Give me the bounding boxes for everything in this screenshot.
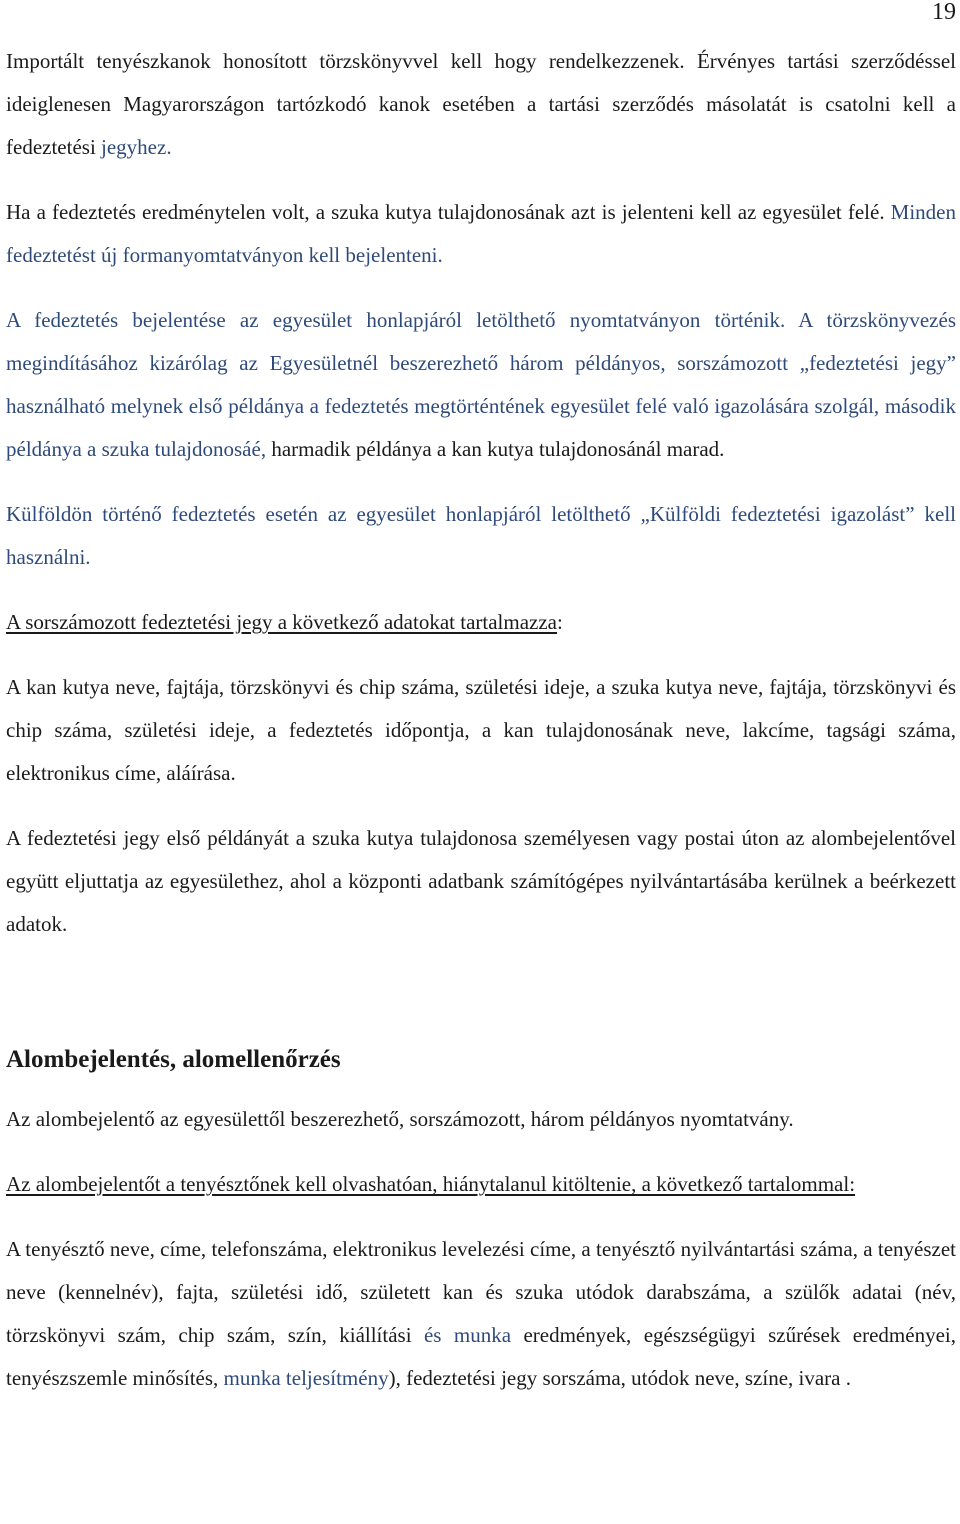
paragraph-text: : (557, 610, 563, 634)
paragraph-litter-form-heading (6, 1163, 956, 1206)
paragraph-mating-ticket-contents (6, 666, 956, 795)
paragraph-text: A kan kutya neve, fajtája, törzskönyvi és chip száma, születési ideje, a szuka kutya neve, fajtája, törzskönyvi és chip száma, születési ideje, a fedeztetés időpontja, a kan tulajdonosának neve, lakcíme, tagsági száma, elektronikus címe, aláírása. (6, 675, 956, 785)
paragraph-text-highlight: jegyhez. (101, 135, 172, 159)
paragraph-text-highlight: Külföldön történő fedeztetés esetén az egyesület honlapjáról letölthető „Külföldi fedeztetési igazolást” kell használni. (6, 502, 956, 569)
paragraph-mating-ticket-heading (6, 601, 956, 644)
paragraph-text: Ha a fedeztetés eredménytelen volt, a szuka kutya tulajdonosának azt is jelenteni kell az egyesület felé. (6, 200, 885, 224)
paragraph-litter-form-contents (6, 1228, 956, 1400)
paragraph-text-highlight: A fedeztetés bejelentése az egyesület honlapjáról letölthető nyomtatványon történik. A törzskönyvezés megindításához kizárólag az Egyesületnél beszerezhető három példányos, sorszámozott „fedeztetési jegy” használható melynek első példánya a fedeztetés megtörténtének egyesület felé való igazolására szolgál, második példánya a szuka tulajdonosáé, (6, 308, 956, 461)
paragraph-imported-studs (6, 40, 956, 169)
underlined-text: A sorszámozott fedeztetési jegy a következő adatokat tartalmazza (6, 610, 557, 634)
paragraph-litter-form (6, 1098, 956, 1141)
underlined-text: Az alombejelentőt a tenyésztőnek kell olvashatóan, hiánytalanul kitöltenie, a következő tartalommal: (6, 1172, 856, 1196)
paragraph-foreign-mating (6, 493, 956, 579)
paragraph-text: A fedeztetési jegy első példányát a szuka kutya tulajdonosa személyesen vagy postai úton az alombejelentővel együtt eljuttatja az egyesülethez, ahol a központi adatbank számítógépes nyilvántartásába kerülnek a beérkezett adatok. (6, 826, 956, 936)
paragraph-unsuccessful-mating (6, 191, 956, 277)
paragraph-ticket-submission (6, 817, 956, 946)
paragraph-text-highlight: Minden fedeztetést új formanyomtatványon kell bejelenteni. (6, 200, 957, 267)
paragraph-text: eredmények, egészségügyi szűrések eredményei, tenyészszemle minősítés, (6, 1323, 956, 1390)
section-heading: Alombejelentés, alomellenőrzés (6, 1046, 341, 1073)
paragraph-text: harmadik példánya a kan kutya tulajdonosánál marad. (266, 437, 725, 461)
paragraph-text: ), fedeztetési jegy sorszáma, utódok neve, színe, ivara . (388, 1366, 851, 1390)
paragraph-text: Importált tenyészkanok honosított törzskönyvvel kell hogy rendelkezzenek. Érvényes tartási szerződéssel ideiglenesen Magyarországon tartózkodó kanok esetében a tartási szerződés másolatát is csatolni kell a fedeztetési (6, 49, 956, 159)
paragraph-text: Az alombejelentő az egyesülettől beszerezhető, sorszámozott, három példányos nyomtatvány. (6, 1107, 794, 1131)
page-number: 19 (932, 0, 956, 25)
paragraph-text-highlight: munka teljesítmény (218, 1366, 389, 1390)
document-body (6, 40, 956, 1400)
paragraph-mating-registration (6, 299, 956, 471)
paragraph-text-highlight: és munka (411, 1323, 512, 1347)
paragraph-text: A tenyésztő neve, címe, telefonszáma, elektronikus levelezési címe, a tenyésztő nyilvántartási száma, a tenyészet neve (kennelnév), fajta, születési idő, született kan és szuka utódok darabszáma, a szülők adatai (név, törzskönyvi szám, chip szám, szín, kiállítási (6, 1237, 956, 1347)
